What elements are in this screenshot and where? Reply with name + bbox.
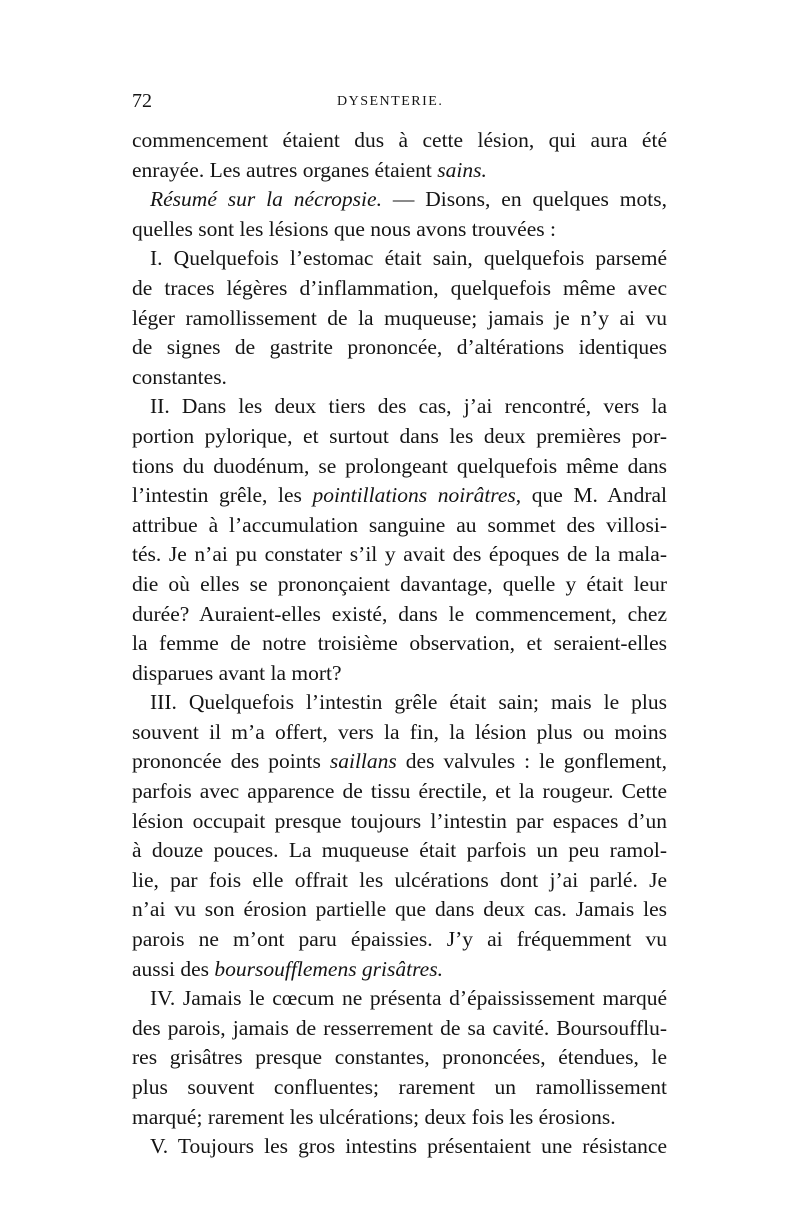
body-text [132,126,667,1162]
text-line [132,600,667,630]
text-line [132,955,667,985]
text-line [132,1014,667,1044]
text-segment: à douze pouces. La muqueuse était parfois un peu ramol- [132,838,667,863]
text-segment: disparues avant la mort? [132,660,342,685]
text-segment: II. Dans les deux tiers des cas, j’ai rencontré, vers la [150,394,667,419]
page-number: 72 [132,90,152,112]
text-segment: l’intestin grêle, les [132,483,313,508]
text-segment: parois ne m’ont paru épaissies. J’y ai fréquemment vu [132,927,667,952]
text-line [132,185,667,215]
text-segment: n’ai vu son érosion partielle que dans deux cas. Jamais les [132,897,667,922]
text-segment: tés. Je n’ai pu constater s’il y avait des époques de la mala- [132,542,667,567]
text-segment: res grisâtres presque constantes, prononcées, étendues, le [132,1045,667,1070]
text-segment: marqué; rarement les ulcérations; deux fois les érosions. [132,1104,616,1129]
text-segment: quelles sont les lésions que nous avons trouvées : [132,216,556,241]
text-segment: durée? Auraient-elles existé, dans le commencement, chez [132,601,667,626]
text-line [132,629,667,659]
text-segment: , que M. Andral [515,483,667,508]
text-line [132,866,667,896]
text-line [132,1073,667,1103]
text-line [132,452,667,482]
text-line [132,126,667,156]
text-segment: attribue à l’accumulation sanguine au sommet des villosi- [132,512,667,537]
text-segment: parfois avec apparence de tissu érectile, et la rougeur. Cette [132,779,667,804]
text-line [132,274,667,304]
text-segment: tions du duodénum, se prolongeant quelquefois même dans [132,453,667,478]
italic-text: boursoufflemens grisâtres. [214,956,443,981]
text-segment: la femme de notre troisième observation, et seraient-elles [132,631,667,656]
text-line [132,1132,667,1162]
text-line [132,747,667,777]
text-line [132,836,667,866]
text-line [132,392,667,422]
text-line [132,156,667,186]
text-segment: die où elles se prononçaient davantage, quelle y était leur [132,571,667,596]
text-segment: IV. Jamais le cœcum ne présenta d’épaississement marqué [150,986,667,1011]
text-line [132,777,667,807]
text-line [132,304,667,334]
page-header [132,90,667,118]
text-line [132,215,667,245]
text-segment: des valvules : le gonflement, [396,749,668,774]
text-segment: aussi des [132,956,215,981]
text-line [132,570,667,600]
running-title: DYSENTERIE. [337,94,444,109]
text-line [132,718,667,748]
text-line [132,511,667,541]
text-line [132,688,667,718]
text-segment: des parois, jamais de resserrement de sa cavité. Boursoufflu- [132,1015,667,1040]
text-segment: commencement étaient dus à cette lésion, qui aura été [132,128,667,152]
text-line [132,1103,667,1133]
text-segment: souvent il m’a offert, vers la fin, la lésion plus ou moins [132,719,667,744]
text-line [132,807,667,837]
text-line [132,540,667,570]
text-segment: I. Quelquefois l’estomac était sain, quelquefois parsemé [150,246,667,271]
text-line [132,422,667,452]
text-line [132,659,667,689]
italic-text: sains. [437,157,487,182]
text-segment: de signes de gastrite prononcée, d’altérations identiques [132,335,667,360]
text-segment: enrayée. Les autres organes étaient [132,157,438,182]
text-line [132,895,667,925]
text-segment: de traces légères d’inflammation, quelquefois même avec [132,275,667,300]
text-segment: — Disons, en quelques mots, [381,187,667,212]
text-segment: constantes. [132,364,227,389]
text-segment: lésion occupait presque toujours l’intestin par espaces d’un [132,808,667,833]
text-line [132,925,667,955]
text-segment: léger ramollissement de la muqueuse; jamais je n’y ai vu [132,305,667,330]
text-segment: III. Quelquefois l’intestin grêle était sain; mais le plus [150,690,667,715]
text-line [132,481,667,511]
text-line [132,363,667,393]
text-segment: prononcée des points [132,749,330,774]
italic-text: saillans [329,749,397,774]
text-line [132,984,667,1014]
text-segment: portion pylorique, et surtout dans les deux premières por- [132,423,667,448]
text-line [132,333,667,363]
text-line [132,1043,667,1073]
text-segment: plus souvent confluentes; rarement un ramollissement [132,1075,667,1099]
text-segment: V. Toujours les gros intestins présentaient une résistance [150,1134,667,1159]
text-line [132,244,667,274]
text-segment: lie, par fois elle offrait les ulcérations dont j’ai parlé. Je [132,867,667,892]
italic-text: Résumé sur la nécropsie. [150,187,382,212]
italic-text: pointillations noirâtres [312,483,516,508]
